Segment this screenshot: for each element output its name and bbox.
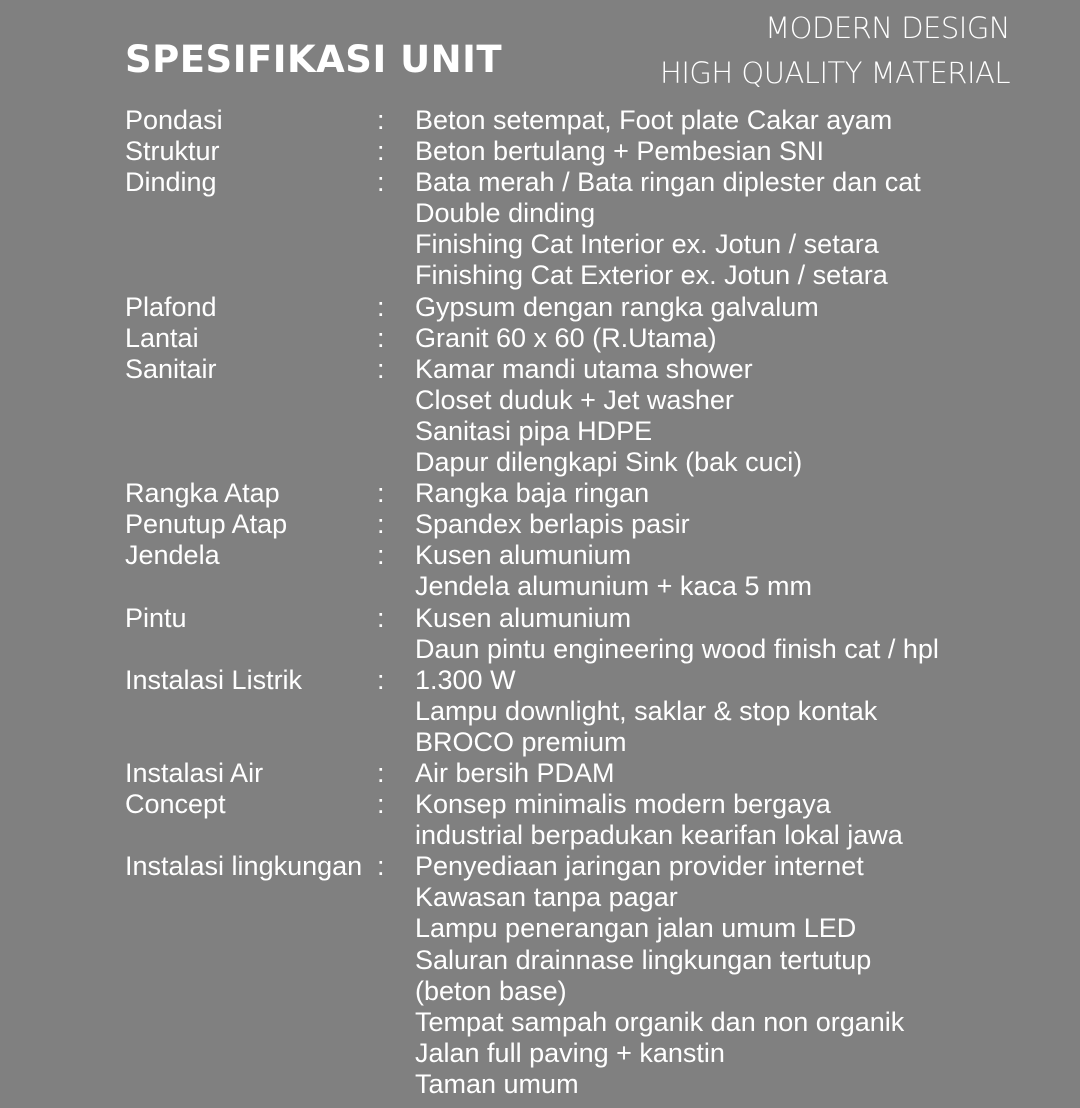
- spec-value-line: Gypsum dengan rangka galvalum: [415, 291, 819, 322]
- spec-label: Instalasi lingkungan: [125, 851, 363, 882]
- spec-row: [125, 478, 939, 509]
- spec-value-line: Closet duduk + Jet washer: [415, 384, 734, 415]
- spec-row: [125, 540, 939, 602]
- spec-values: [415, 136, 824, 167]
- spec-value-line: Daun pintu engineering wood finish cat / hpl: [415, 633, 939, 664]
- spec-label: Pintu: [125, 602, 187, 633]
- spec-row: [125, 509, 939, 540]
- spec-separator: :: [377, 291, 385, 322]
- spec-values: [415, 167, 921, 291]
- spec-values: [415, 758, 615, 789]
- spec-label: Pondasi: [125, 105, 223, 135]
- spec-separator: :: [377, 509, 385, 540]
- spec-value-line: Double dinding: [415, 198, 596, 229]
- spec-value-line: Taman umum: [415, 1068, 579, 1099]
- spec-separator: :: [377, 478, 385, 509]
- spec-values: [415, 665, 877, 758]
- spec-separator: :: [377, 322, 385, 353]
- spec-separator: :: [377, 540, 385, 571]
- spec-row: [125, 354, 939, 478]
- spec-value-line: Kawasan tanpa pagar: [415, 882, 678, 913]
- spec-value-line: Konsep minimalis modern bergaya: [415, 789, 831, 820]
- spec-row: [125, 105, 939, 136]
- spec-value-line: Lampu downlight, saklar & stop kontak: [415, 695, 878, 726]
- spec-value-line: (beton base): [415, 975, 567, 1006]
- spec-values: [415, 105, 892, 136]
- spec-label: Penutup Atap: [125, 509, 288, 540]
- spec-label: Jendela: [125, 540, 220, 571]
- spec-row: [125, 167, 939, 291]
- spec-row: [125, 758, 939, 789]
- spec-label: Dinding: [125, 167, 217, 198]
- spec-values: [415, 354, 802, 478]
- spec-values: [415, 323, 717, 354]
- spec-value-line: Bata merah / Bata ringan diplester dan cat: [415, 167, 921, 198]
- spec-value-line: Penyediaan jaringan provider internet: [415, 851, 864, 882]
- spec-values: [415, 478, 649, 509]
- spec-label: Instalasi Air: [125, 757, 264, 788]
- spec-values: [415, 603, 939, 665]
- spec-value-line: Kusen alumunium: [415, 540, 632, 571]
- tagline-line-1: MODERN DESIGN: [765, 11, 1010, 45]
- spec-label: Struktur: [125, 136, 220, 167]
- spec-row: [125, 789, 939, 851]
- spec-separator: :: [377, 789, 385, 820]
- spec-row: [125, 323, 939, 354]
- spec-values: [415, 851, 904, 1100]
- spec-label: Instalasi Listrik: [125, 664, 303, 695]
- spec-value-line: Dapur dilengkapi Sink (bak cuci): [415, 447, 803, 478]
- spec-value-line: Rangka baja ringan: [415, 478, 650, 509]
- spec-separator: :: [377, 602, 385, 633]
- spec-separator: :: [377, 167, 385, 198]
- spec-separator: :: [377, 136, 385, 167]
- spec-value-line: Air bersih PDAM: [415, 757, 615, 788]
- tagline-line-2: HIGH QUALITY MATERIAL: [660, 56, 1010, 90]
- spec-value-line: Jalan full paving + kanstin: [415, 1037, 725, 1068]
- spec-list: [125, 105, 939, 1100]
- spec-value-line: BROCO premium: [415, 726, 627, 757]
- spec-row: [125, 603, 939, 665]
- spec-value-line: Kusen alumunium: [415, 602, 632, 633]
- tagline: [660, 6, 1010, 96]
- spec-row: [125, 136, 939, 167]
- spec-label: Rangka Atap: [125, 478, 280, 509]
- spec-value-line: Tempat sampah organik dan non organik: [415, 1006, 905, 1037]
- spec-values: [415, 292, 819, 323]
- spec-label: Concept: [125, 789, 226, 820]
- spec-value-line: Sanitasi pipa HDPE: [415, 415, 653, 446]
- spec-value-line: Beton bertulang + Pembesian SNI: [415, 136, 825, 167]
- spec-separator: :: [377, 105, 385, 135]
- spec-row: [125, 292, 939, 323]
- spec-separator: :: [377, 353, 385, 384]
- spec-value-line: Jendela alumunium + kaca 5 mm: [415, 571, 812, 602]
- spec-separator: :: [377, 851, 385, 882]
- spec-separator: :: [377, 664, 385, 695]
- page-title: SPESIFIKASI UNIT: [125, 38, 503, 81]
- spec-value-line: Saluran drainnase lingkungan tertutup: [415, 944, 872, 975]
- spec-value-line: Granit 60 x 60 (R.Utama): [415, 322, 717, 353]
- spec-value-line: Finishing Cat Interior ex. Jotun / setara: [415, 229, 879, 260]
- spec-value-line: industrial berpadukan kearifan lokal jawa: [415, 820, 903, 851]
- spec-value-line: Beton setempat, Foot plate Cakar ayam: [415, 105, 893, 135]
- spec-values: [415, 509, 690, 540]
- spec-label: Lantai: [125, 322, 199, 353]
- spec-row: [125, 665, 939, 758]
- spec-row: [125, 851, 939, 1100]
- spec-separator: :: [377, 757, 385, 788]
- spec-values: [415, 540, 812, 602]
- spec-values: [415, 789, 903, 851]
- spec-label: Sanitair: [125, 353, 217, 384]
- spec-label: Plafond: [125, 291, 217, 322]
- spec-value-line: Spandex berlapis pasir: [415, 509, 690, 540]
- spec-value-line: Lampu penerangan jalan umum LED: [415, 913, 857, 944]
- spec-value-line: Finishing Cat Exterior ex. Jotun / setara: [415, 260, 888, 291]
- spec-value-line: 1.300 W: [415, 664, 516, 695]
- spec-value-line: Kamar mandi utama shower: [415, 353, 753, 384]
